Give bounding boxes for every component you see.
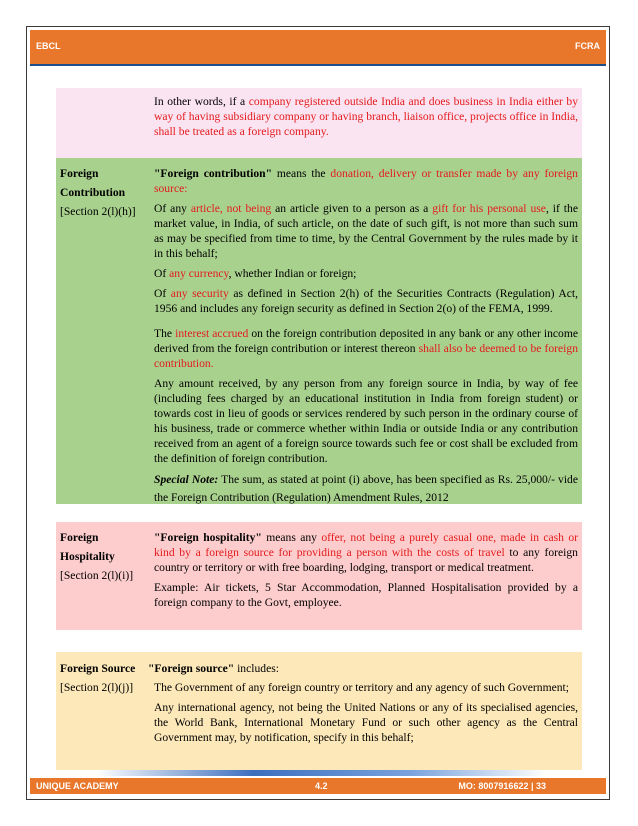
foreign-source-text: "Foreign source" includes: [148,662,279,675]
footer-left-text: UNIQUE ACADEMY [36,781,119,791]
page-header [30,30,606,64]
header-right-text: FCRA [575,41,600,51]
foreign-company-note-box [56,88,582,158]
foreign-contribution-box [56,158,582,504]
header-left-text: EBCL [36,41,61,51]
foreign-source-box [56,652,582,770]
foreign-hospitality-box [56,522,582,630]
foreign-company-note-text: In other words, if a company registered outside India and does business in India either by way of having subsidiary company or having branch, liaison office, projects office in India, shall be treated as a foreign company. [154,95,578,138]
foreign-hospitality-label: Foreign Hospitality [Section 2(l)(i)] [60,531,134,582]
footer-right-text: MO: 8007916622 | 33 [458,781,546,791]
foreign-contribution-text: "Foreign contribution" means the donation, delivery or transfer made by any foreign source: Of any article, not being an article given to a person as a gift for his personal use, if the market value, in India, of such article, on the date of such gift, is not more than such sum as may be specified from time to time, by the Central Government by the rules made by it in this behalf; Of any currency, whether Indian or foreign; Of any security as defined in Section 2(h) of the Securities Contracts (Regulation) Act, 1956 and includes any foreign security as defined in Section 2(o) of the FEMA, 1999. The interest accrued on the foreign contribution deposited in any bank or any other income derived from the foreign contribution or interest thereon shall also be deemed to be foreign contribution. Any amount received, by any person from any foreign source in India, by way of fee (including fees charged by an educational institution in India from foreign student) or towards cost in lieu of goods or services rendered by such person in the ordinary course of his business, trade or commerce whether within India or outside India or any contribution received from an agent of a foreign source towards such fee or cost shall be excluded from the definition of foreign contribution. Special Note: The sum, as stated at point (i) above, has been specified as Rs. 25,000/- vide the Foreign Contribution (Regulation) Amendment Rules, 2012 [154,167,579,504]
foreign-contribution-label: Foreign Contribution [Section 2(l)(h)] [60,167,136,218]
foreign-source-label: Foreign Source [Section 2(l)(j)] [60,662,136,694]
page-footer [30,778,606,794]
header-rule [30,64,606,66]
footer-decoration [96,770,546,776]
foreign-hospitality-text: "Foreign hospitality" means any offer, not being a purely casual one, made in cash or kind by a foreign source for providing a person with the costs of travel to any foreign country or territory or with free boarding, lodging, transport or medical treatment. Example: Air tickets, 5 Star Accommodation, Planned Hospitalisation provided by a foreign company to the Govt, employee. [154,531,579,609]
footer-page-number: 4.2 [315,781,328,791]
foreign-source-items: The Government of any foreign country or territory and any agency of such Government; Any international agency, not being the United Nations or any of its specialised agencies, the World Bank, International Monetary Fund or such other agency as the Central Government may, by notification, specify in this behalf; [154,681,578,744]
